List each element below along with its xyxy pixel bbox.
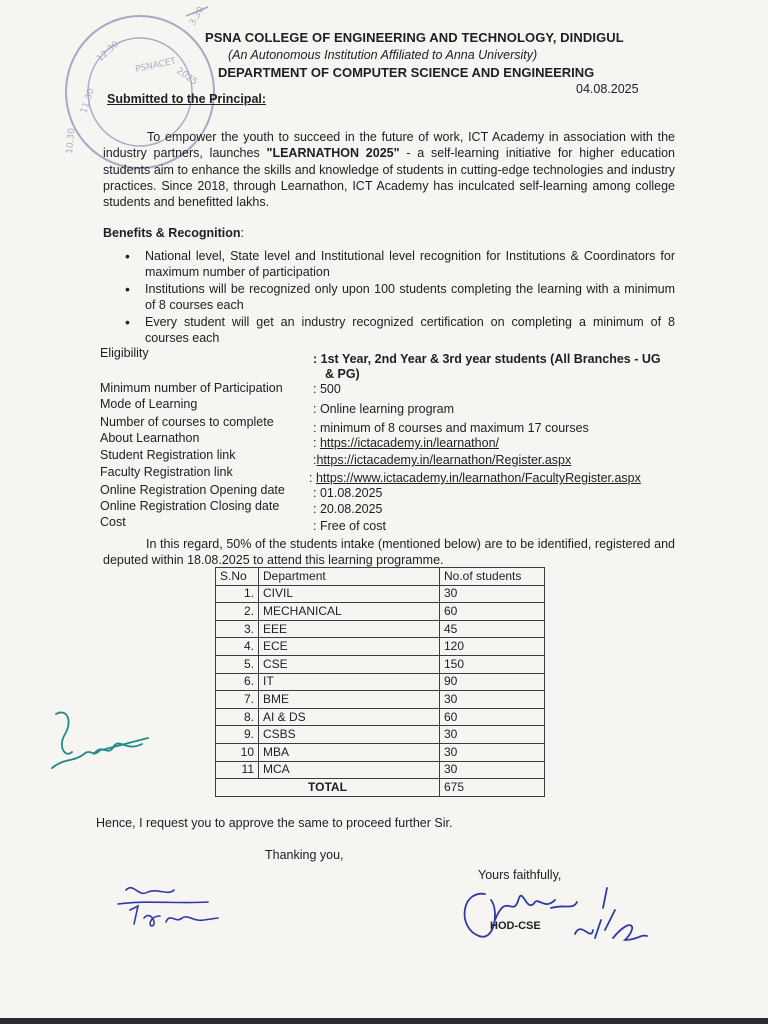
row-sno: 9. xyxy=(216,726,259,744)
thanking-line: Thanking you, xyxy=(265,848,344,862)
department-table xyxy=(215,567,545,797)
closing-date-value: : 20.08.2025 xyxy=(313,502,383,516)
mode-value: : Online learning program xyxy=(313,402,455,416)
table-row xyxy=(216,585,545,603)
row-sno: 4. xyxy=(216,638,259,656)
about-label: About Learnathon xyxy=(100,431,200,445)
cost-value: : Free of cost xyxy=(313,519,386,533)
student-reg-link[interactable]: https://ictacademy.in/learnathon/Register.aspx xyxy=(316,453,572,467)
affiliation-line: (An Autonomous Institution Affiliated to Anna University) xyxy=(228,48,538,62)
row-sno: 8. xyxy=(216,708,259,726)
row-students: 150 xyxy=(440,655,545,673)
row-department: IT xyxy=(259,673,440,691)
hod-signatory: HOD-CSE xyxy=(490,920,541,932)
row-sno: 10 xyxy=(216,743,259,761)
benefits-heading xyxy=(103,226,244,240)
benefits-list xyxy=(123,248,675,347)
intro-text-before: To empower the youth to succeed in the future of work, ICT Academy in association with the industry partners, launches xyxy=(103,130,675,161)
row-department: MCA xyxy=(259,761,440,779)
scan-edge xyxy=(0,1018,768,1024)
opening-date-value: : 01.08.2025 xyxy=(313,486,383,500)
svg-text:12.30: 12.30 xyxy=(95,39,122,65)
intro-paragraph xyxy=(103,129,675,210)
svg-text:11.30: 11.30 xyxy=(79,87,97,115)
row-sno: 11 xyxy=(216,761,259,779)
min-participation-label: Minimum number of Participation xyxy=(100,381,283,395)
courses-label: Number of courses to complete xyxy=(100,415,274,429)
row-department: CSE xyxy=(259,655,440,673)
closing-date-label: Online Registration Closing date xyxy=(100,499,280,513)
benefits-title: Benefits & Recognition xyxy=(103,226,241,240)
benefit-item: • Institutions will be recognized only upon 100 students completing the learning with a minimum of 8 courses each xyxy=(123,281,675,313)
row-department: MECHANICAL xyxy=(259,603,440,621)
about-value xyxy=(313,436,499,450)
header-department: Department xyxy=(259,568,440,586)
table-row xyxy=(216,620,545,638)
benefit-item: • National level, State level and Institutional level recognition for Institutions & Coordinators for maximum number of participation xyxy=(123,248,675,280)
benefit-item: • Every student will get an industry recognized certification on completing a minimum of 8 courses each xyxy=(123,314,675,346)
about-link[interactable]: https://ictacademy.in/learnathon/ xyxy=(319,436,499,450)
teal-signature xyxy=(44,706,154,778)
student-reg-colon: : xyxy=(313,453,317,467)
min-participation-value: : 500 xyxy=(313,382,341,396)
table-row xyxy=(216,708,545,726)
letter-date: 04.08.2025 xyxy=(576,82,639,96)
row-students: 30 xyxy=(440,761,545,779)
table-row xyxy=(216,673,545,691)
row-department: EEE xyxy=(259,620,440,638)
row-students: 30 xyxy=(440,743,545,761)
table-header-row xyxy=(216,568,545,586)
opening-date-label: Online Registration Opening date xyxy=(100,483,285,497)
row-students: 60 xyxy=(440,603,545,621)
row-students: 90 xyxy=(440,673,545,691)
benefits-title-colon: : xyxy=(240,226,244,240)
row-students: 45 xyxy=(440,620,545,638)
table-row xyxy=(216,743,545,761)
row-sno: 3. xyxy=(216,620,259,638)
row-sno: 7. xyxy=(216,691,259,709)
row-students: 30 xyxy=(440,691,545,709)
faculty-reg-link[interactable]: https://www.ictacademy.in/learnathon/FacultyRegister.aspx xyxy=(315,471,641,485)
faculty-reg-colon: : xyxy=(309,471,316,485)
row-sno: 5. xyxy=(216,655,259,673)
faculty-reg-value xyxy=(309,471,641,485)
table-total-row xyxy=(216,779,545,797)
intro-text-after: - a self-learning initiative for higher education students aim to enhance the skills and knowledge of students in cutting-edge technologies and industry practices. Since 2018, through Learnathon, ICT Academy has inculcated self-learning among college students and benefitted lakhs. xyxy=(103,146,675,210)
total-label: TOTAL xyxy=(216,779,440,797)
row-department: CSBS xyxy=(259,726,440,744)
regard-paragraph: In this regard, 50% of the students intake (mentioned below) are to be identified, registered and deputed within 18.08.2025 to attend this learning programme. xyxy=(103,537,675,568)
header-students: No.of students xyxy=(440,568,545,586)
row-students: 120 xyxy=(440,638,545,656)
svg-text:2025: 2025 xyxy=(174,66,199,88)
table-row xyxy=(216,603,545,621)
yours-faithfully: Yours faithfully, xyxy=(478,868,562,882)
total-value: 675 xyxy=(440,779,545,797)
row-department: AI & DS xyxy=(259,708,440,726)
faculty-reg-label: Faculty Registration link xyxy=(100,465,233,479)
row-students: 30 xyxy=(440,726,545,744)
cost-label: Cost xyxy=(100,515,126,529)
header-sno: S.No xyxy=(216,568,259,586)
svg-text:10.30: 10.30 xyxy=(65,127,78,155)
table-row xyxy=(216,761,545,779)
table-row xyxy=(216,691,545,709)
eligibility-label: Eligibility xyxy=(100,346,149,360)
hod-signature xyxy=(455,880,655,950)
row-department: CIVIL xyxy=(259,585,440,603)
row-sno: 1. xyxy=(216,585,259,603)
row-department: BME xyxy=(259,691,440,709)
courses-value: : minimum of 8 courses and maximum 17 courses xyxy=(313,421,589,435)
about-colon: : xyxy=(313,436,320,450)
table-row xyxy=(216,638,545,656)
student-reg-value xyxy=(313,453,571,467)
row-department: ECE xyxy=(259,638,440,656)
college-name: PSNA COLLEGE OF ENGINEERING AND TECHNOLOGY, DINDIGUL xyxy=(205,30,624,45)
svg-text:PSNACET: PSNACET xyxy=(134,56,178,75)
svg-text:3.30: 3.30 xyxy=(187,5,207,28)
table-row xyxy=(216,655,545,673)
eligibility-value-cont: & PG) xyxy=(325,367,360,381)
row-department: MBA xyxy=(259,743,440,761)
request-line: Hence, I request you to approve the same to proceed further Sir. xyxy=(96,816,453,830)
table-row xyxy=(216,726,545,744)
student-reg-label: Student Registration link xyxy=(100,448,236,462)
subject-line: Submitted to the Principal: xyxy=(107,92,267,106)
eligibility-value: : 1st Year, 2nd Year & 3rd year students (All Branches - UG xyxy=(313,352,661,366)
row-sno: 2. xyxy=(216,603,259,621)
mode-label: Mode of Learning xyxy=(100,397,198,411)
row-students: 60 xyxy=(440,708,545,726)
row-sno: 6. xyxy=(216,673,259,691)
department-name: DEPARTMENT OF COMPUTER SCIENCE AND ENGINEERING xyxy=(218,65,595,80)
learnathon-highlight: "LEARNATHON 2025" xyxy=(266,146,400,161)
principal-signature xyxy=(108,880,228,930)
row-students: 30 xyxy=(440,585,545,603)
